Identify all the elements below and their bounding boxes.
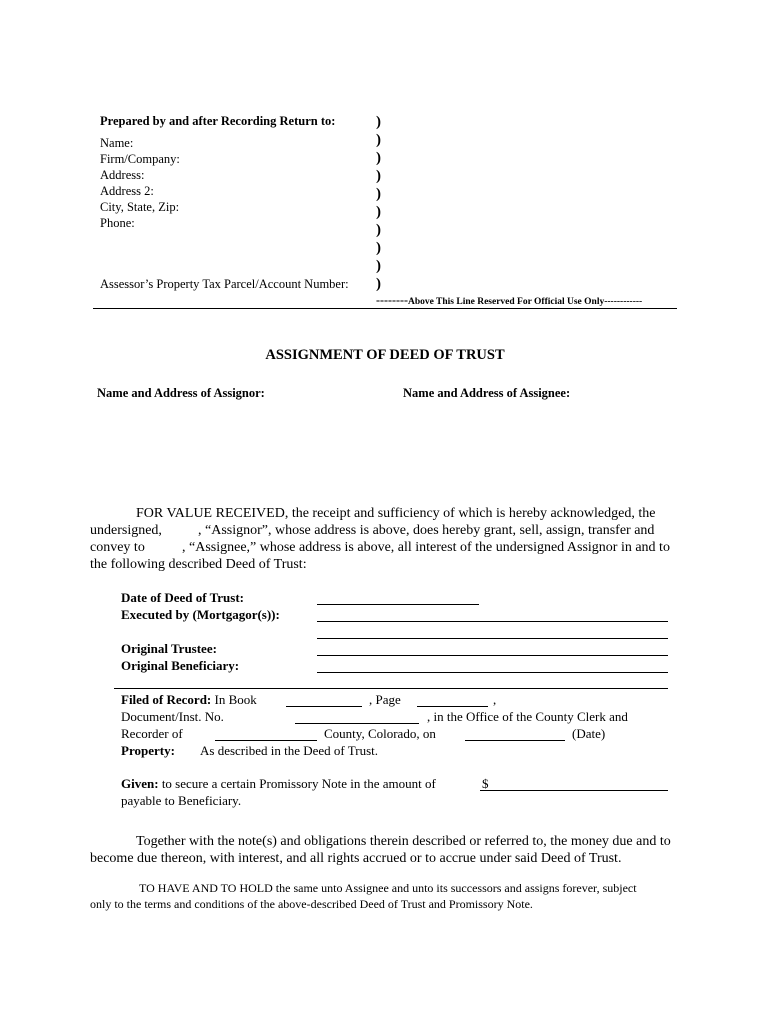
original-trustee-label: Original Trustee: (121, 641, 217, 656)
reserved-label: Above This Line Reserved For Official Use Only (407, 297, 605, 307)
prepared-by-label: Prepared by and after Recording Return to: (100, 114, 336, 128)
reserved-line-text (376, 293, 642, 308)
address-field-label: Address: (100, 168, 145, 182)
consideration-line-2: , “Assignor”, whose address is above, does hereby grant, sell, assign, transfer and (198, 523, 655, 538)
paren: ) (376, 258, 381, 274)
note-amount-field[interactable] (480, 790, 668, 791)
paren: ) (376, 222, 381, 238)
given-line (121, 776, 436, 792)
page-label: , Page (369, 692, 401, 707)
habendum-line-2: only to the terms and conditions of the above-described Deed of Trust and Promissory Note. (90, 897, 533, 911)
assignee-label: Name and Address of Assignee: (403, 386, 571, 400)
page-comma: , (493, 692, 497, 707)
reserved-divider (93, 308, 677, 309)
consideration-line-4: the following described Deed of Trust: (90, 557, 307, 572)
paren: ) (376, 114, 381, 130)
county-field[interactable] (215, 740, 317, 741)
paren: ) (376, 276, 381, 292)
reserved-dashes-left: -------- (376, 293, 408, 307)
firm-field-label: Firm/Company: (100, 152, 180, 166)
property-line (121, 743, 175, 759)
phone-field-label: Phone: (100, 216, 135, 230)
payable-to-text: payable to Beneficiary. (121, 793, 242, 808)
address2-field-label: Address 2: (100, 184, 154, 198)
name-field-label: Name: (100, 136, 134, 150)
reserved-dashes-right: ------------ (604, 297, 643, 307)
property-description: As described in the Deed of Trust. (200, 743, 379, 758)
document-number-field[interactable] (295, 723, 419, 724)
consideration-convey: convey to (90, 540, 145, 555)
given-label: Given: (121, 776, 159, 791)
together-line-1: Together with the note(s) and obligations therein described or referred to, the money due and to (136, 834, 671, 849)
original-beneficiary-field[interactable] (317, 672, 668, 673)
dollar-sign: $ (482, 776, 489, 791)
property-label: Property: (121, 743, 175, 758)
parcel-number-label: Assessor’s Property Tax Parcel/Account Number: (100, 277, 349, 291)
consideration-undersigned: undersigned, (90, 523, 162, 538)
consideration-line-3: , “Assignee,” whose address is above, all interest of the undersigned Assignor in and to (182, 540, 670, 555)
original-trustee-field[interactable] (317, 655, 668, 656)
document-number-label: Document/Inst. No. (121, 709, 224, 724)
document-title: ASSIGNMENT OF DEED OF TRUST (265, 347, 505, 363)
county-colorado-text: County, Colorado, on (324, 726, 436, 741)
county-clerk-text: , in the Office of the County Clerk and (427, 709, 628, 724)
paren: ) (376, 168, 381, 184)
date-of-deed-label: Date of Deed of Trust: (121, 590, 244, 605)
paren: ) (376, 240, 381, 256)
city-state-zip-label: City, State, Zip: (100, 200, 180, 214)
book-field[interactable] (286, 706, 362, 707)
recording-date-field[interactable] (465, 740, 565, 741)
assignor-label: Name and Address of Assignor: (97, 386, 265, 400)
together-line-2: become due thereon, with interest, and all rights accrued or to accrue under said Deed of Trust. (90, 851, 622, 866)
paren: ) (376, 204, 381, 220)
paren: ) (376, 132, 381, 148)
executed-by-label: Executed by (Mortgagor(s)): (121, 607, 280, 622)
original-beneficiary-label: Original Beneficiary: (121, 658, 240, 673)
executed-by-field-2[interactable] (317, 638, 668, 639)
recorder-of-label: Recorder of (121, 726, 183, 741)
page-field[interactable] (417, 706, 488, 707)
given-text: to secure a certain Promissory Note in the amount of (161, 776, 436, 791)
executed-by-field[interactable] (317, 621, 668, 622)
filed-of-record-label: Filed of Record: (121, 692, 212, 707)
in-book-label: In Book (214, 692, 257, 707)
filed-of-record-line (121, 692, 257, 708)
section-divider (114, 688, 668, 689)
paren: ) (376, 186, 381, 202)
date-label: (Date) (572, 726, 606, 741)
habendum-line-1: TO HAVE AND TO HOLD the same unto Assignee and unto its successors and assigns forever, subject (139, 881, 637, 895)
consideration-line-1: FOR VALUE RECEIVED, the receipt and sufficiency of which is hereby acknowledged, the (136, 506, 656, 521)
date-of-deed-field[interactable] (317, 604, 479, 605)
paren: ) (376, 150, 381, 166)
